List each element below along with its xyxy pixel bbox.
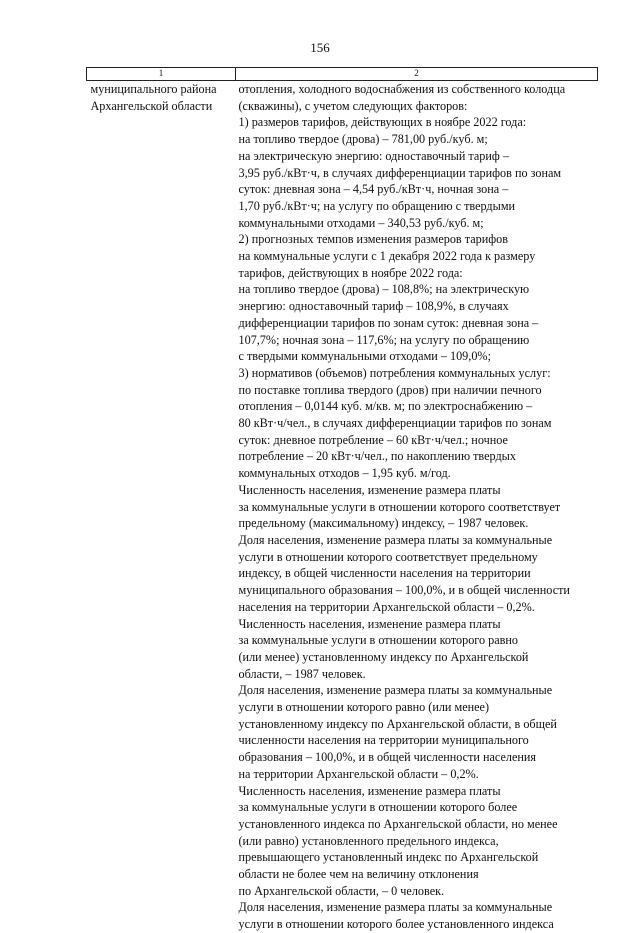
table-header-row: [87, 68, 598, 81]
text-line: предельному (максимальному) индексу, – 1987 человек.: [238, 516, 529, 531]
document-table: [86, 67, 598, 933]
text-line: муниципального образования – 100,0%, и в общей численности: [238, 583, 570, 598]
text-line: потребление – 20 кВт·ч/чел., по накоплению твердых: [238, 449, 516, 464]
text-line: Численность населения, изменение размера платы: [238, 616, 501, 631]
column-2-header: 2: [236, 68, 598, 81]
text-line: услуги в отношении которого равно (или менее): [238, 700, 490, 715]
text-line: Доля населения, изменение размера платы за коммунальные: [238, 683, 553, 698]
text-line: с твердыми коммунальными отходами – 109,0%;: [238, 349, 491, 364]
text-line: Численность населения, изменение размера платы: [238, 482, 501, 497]
text-line: (скважины), с учетом следующих факторов:: [238, 98, 468, 113]
text-line: индексу, в общей численности населения на территории: [238, 566, 531, 581]
text-line: населения на территории Архангельской области – 0,2%.: [238, 599, 535, 614]
text-line: муниципального района: [90, 82, 217, 96]
column-2-text: [239, 81, 595, 933]
text-line: численности населения на территории муниципального: [238, 733, 529, 748]
text-line: 80 кВт·ч/чел., в случаях дифференциации тарифов по зонам: [238, 416, 552, 431]
text-line: 1) размеров тарифов, действующих в ноябре 2022 года:: [238, 115, 527, 130]
text-line: коммунальных отходов – 1,95 куб. м/год.: [238, 466, 451, 481]
text-line: по поставке топлива твердого (дров) при наличии печного: [238, 382, 542, 397]
text-line: 3,95 руб./кВт·ч, в случаях дифференциации тарифов по зонам: [238, 165, 562, 180]
text-line: 2) прогнозных темпов изменения размеров тарифов: [238, 232, 508, 247]
text-line: Численность населения, изменение размера платы: [238, 783, 501, 798]
text-line: 1,70 руб./кВт·ч; на услугу по обращению с твердыми: [238, 198, 516, 213]
text-line: на топливо твердое (дрова) – 108,8%; на электрическую: [238, 282, 530, 297]
column-1-text: [91, 81, 233, 114]
column-1-cell: [87, 81, 236, 933]
text-line: коммунальными отходами – 340,53 руб./куб. м;: [238, 215, 484, 230]
text-line: Доля населения, изменение размера платы за коммунальные: [238, 900, 553, 915]
text-line: на электрическую энергию: одноставочный тариф –: [238, 148, 509, 163]
text-line: превышающего установленный индекс по Архангельской: [238, 850, 539, 865]
text-line: Доля населения, изменение размера платы за коммунальные: [238, 532, 553, 547]
text-line: (или равно) установленного предельного индекса,: [238, 833, 499, 848]
text-line: на коммунальные услуги с 1 декабря 2022 года к размеру: [238, 249, 536, 264]
text-line: установленному индексу по Архангельской области, в общей: [238, 716, 557, 731]
text-line: области не более чем на величину отклонения: [238, 867, 479, 882]
text-line: на топливо твердое (дрова) – 781,00 руб./куб. м;: [238, 132, 488, 147]
text-line: на территории Архангельской области – 0,2%.: [238, 766, 479, 781]
text-line: 107,7%; ночная зона – 117,6%; на услугу по обращению: [238, 332, 530, 347]
text-line: за коммунальные услуги в отношении которого равно: [238, 633, 519, 648]
text-line: по Архангельской области, – 0 человек.: [238, 883, 445, 898]
text-line: услуги в отношении которого более установленного индекса: [238, 917, 554, 932]
table-body-row: [87, 81, 598, 933]
text-line: (или менее) установленному индексу по Архангельской: [238, 649, 529, 664]
page-number: 156: [310, 40, 330, 55]
text-line: области, – 1987 человек.: [238, 666, 366, 681]
text-line: энергию: одноставочный тариф – 108,9%, в случаях: [238, 299, 509, 314]
text-line: образования – 100,0%, и в общей численности населения: [238, 750, 537, 765]
column-1-header: 1: [87, 68, 236, 81]
text-line: Архангельской области: [90, 98, 213, 113]
text-line: отопления, холодного водоснабжения из собственного колодца: [238, 82, 566, 96]
text-line: установленного индекса по Архангельской области, но менее: [238, 816, 558, 831]
column-2-cell: [236, 81, 598, 933]
text-line: за коммунальные услуги в отношении которого соответствует: [238, 499, 561, 514]
text-line: отопления – 0,0144 куб. м/кв. м; по электроснабжению –: [238, 399, 533, 414]
text-line: за коммунальные услуги в отношении которого более: [238, 800, 518, 815]
text-line: дифференциации тарифов по зонам суток: дневная зона –: [238, 315, 539, 330]
text-line: суток: дневная зона – 4,54 руб./кВт·ч, ночная зона –: [238, 182, 509, 197]
text-line: суток: дневное потребление – 60 кВт·ч/чел.; ночное: [238, 432, 508, 447]
text-line: услуги в отношении которого соответствует предельному: [238, 549, 538, 564]
text-line: 3) нормативов (объемов) потребления коммунальных услуг:: [238, 365, 551, 380]
text-line: тарифов, действующих в ноябре 2022 года:: [238, 265, 463, 280]
